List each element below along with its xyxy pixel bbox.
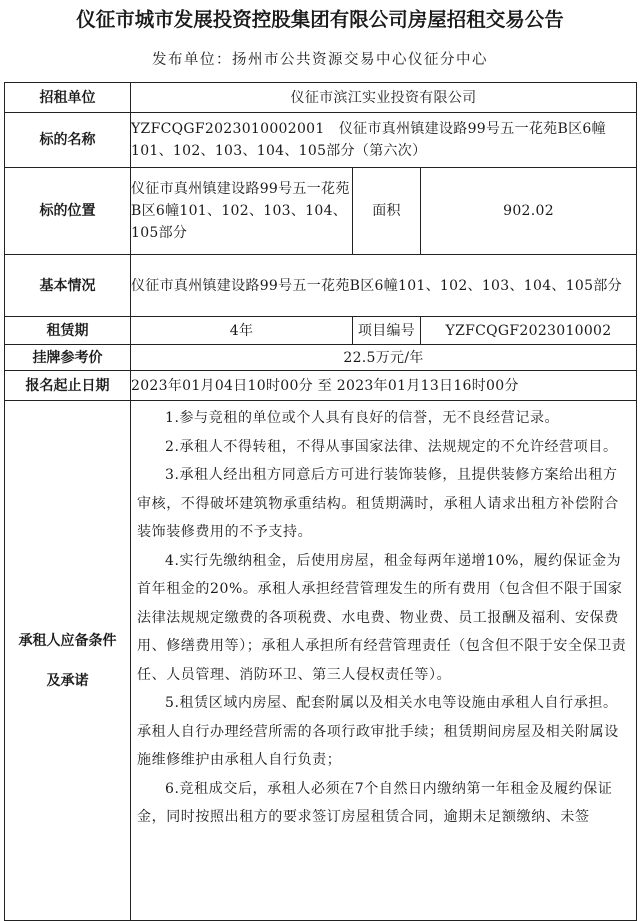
- row-price: [5, 345, 637, 371]
- row-term: [5, 317, 637, 345]
- row-dates: [5, 371, 637, 401]
- conditions-label-line1: 承租人应备条件: [18, 632, 117, 649]
- publisher-line: 发布单位：扬州市公共资源交易中心仪征分中心: [152, 52, 488, 68]
- lessor-label: 招租单位: [5, 83, 131, 113]
- location-value: 仪征市真州镇建设路99号五一花苑B区6幢101、102、103、104、105部分: [131, 168, 353, 255]
- row-target-name: [5, 113, 637, 168]
- conditions-label-line2: 及承诺: [46, 672, 89, 689]
- term-label: 租赁期: [5, 317, 131, 345]
- notice-table: [4, 82, 637, 921]
- conditions-label: [5, 401, 131, 921]
- condition-item: 5.租赁区域内房屋、配套附属以及相关水电等设施由承租人自行承担。承租人自行办理经营所需的各项行政审批手续；租赁期间房屋及相关附属设施维修维护由承租人自行负责；: [137, 695, 619, 768]
- row-conditions: [5, 401, 637, 921]
- condition-item: 2.承租人不得转租，不得从事国家法律、法规规定的不允许经营项目。: [165, 438, 618, 455]
- target-name-label: 标的名称: [5, 113, 131, 168]
- area-value: 902.02: [421, 168, 637, 255]
- dates-value: 2023年01月04日10时00分 至 2023年01月13日16时00分: [131, 371, 637, 401]
- location-label: 标的位置: [5, 168, 131, 255]
- price-value: 22.5万元/年: [131, 345, 637, 371]
- project-no-label: 项目编号: [353, 317, 421, 345]
- project-no-value: YZFCQGF2023010002: [421, 317, 637, 345]
- conditions-text: [131, 401, 637, 921]
- term-value: 4年: [131, 317, 353, 345]
- row-lessor: [5, 83, 637, 113]
- dates-label: 报名起止日期: [5, 371, 131, 401]
- lessor-value: 仪征市滨江实业投资有限公司: [131, 83, 637, 113]
- condition-item: 4.实行先缴纳租金，后使用房屋，租金每两年递增10%，履约保证金为首年租金的20%。承租人承担经营管理发生的所有费用（包含但不限于国家法律法规规定缴费的各项税费、水电费、物业费、员工报酬及福利、安保费用、修缮费用等）；承租人承担所有经营管理责任（包含但不限于安全保卫责任、人员管理、消防环卫、第三人侵权责任等）。: [137, 552, 627, 683]
- basic-label: 基本情况: [5, 255, 131, 317]
- row-basic: [5, 255, 637, 317]
- target-name-value: YZFCQGF2023010002001 仪征市真州镇建设路99号五一花苑B区6幢101、102、103、104、105部分（第六次）: [131, 113, 637, 168]
- basic-value: 仪征市真州镇建设路99号五一花苑B区6幢101、102、103、104、105部分: [131, 255, 637, 317]
- area-label: 面积: [353, 168, 421, 255]
- condition-item: 1.参与竞租的单位或个人具有良好的信誉，无不良经营记录。: [165, 410, 560, 426]
- condition-item: 6.竞租成交后，承租人必须在7个自然日内缴纳第一年租金及履约保证金，同时按照出租方的要求签订房屋租赁合同，逾期未足额缴纳、未签: [137, 780, 613, 825]
- row-location: [5, 168, 637, 255]
- page-title: 仪征市城市发展投资控股集团有限公司房屋招租交易公告: [76, 8, 564, 31]
- condition-item: 3.承租人经出租方同意后方可进行装饰装修，且提供装修方案给出租方审核，不得破坏建筑物承重结构。租赁期满时，承租人请求出租方补偿附合装饰装修费用的不予支持。: [137, 467, 619, 540]
- price-label: 挂牌参考价: [5, 345, 131, 371]
